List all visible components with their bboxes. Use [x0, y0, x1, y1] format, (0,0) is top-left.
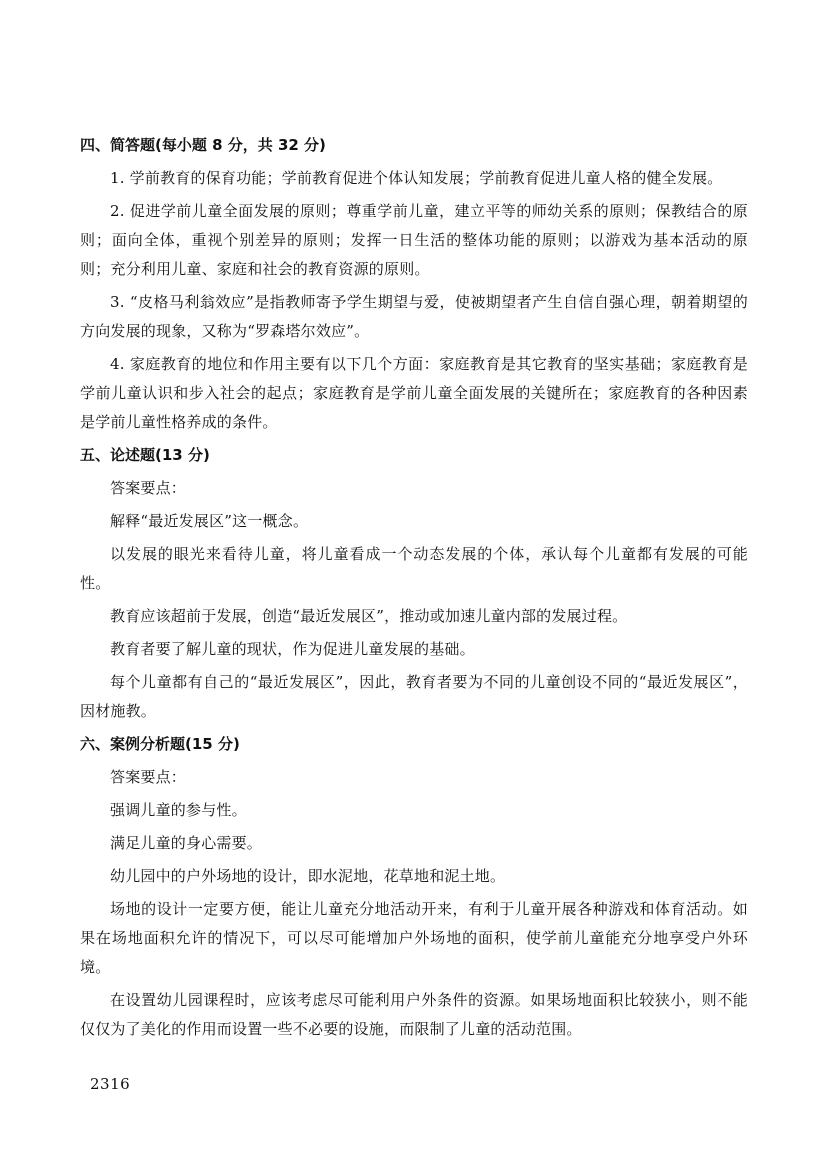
section-heading: 六、案例分析题(15 分): [80, 735, 240, 753]
paragraph: 1. 学前教育的保育功能；学前教育促进个体认知发展；学前教育促进儿童人格的健全发展。: [110, 169, 723, 187]
paragraph: 教育应该超前于发展，创造“最近发展区”，推动或加速儿童内部的发展过程。: [110, 607, 628, 625]
section-essay: [80, 441, 748, 726]
paragraph: 满足儿童的身心需要。: [110, 834, 263, 852]
paragraph: 2. 促进学前儿童全面发展的原则；尊重学前儿童，建立平等的师幼关系的原则；保教结合的原则；面向全体，重视个别差异的原则；发挥一日生活的整体功能的原则；以游戏为基本活动的原则；充分利用儿童、家庭和社会的教育资源的原则。: [80, 202, 748, 278]
section-heading: 四、简答题(每小题 8 分，共 32 分): [80, 136, 326, 154]
paragraph: 4. 家庭教育的地位和作用主要有以下几个方面：家庭教育是其它教育的坚实基础；家庭教育是学前儿童认识和步入社会的起点；家庭教育是学前儿童全面发展的关键所在；家庭教育的各种因素是学前儿童性格养成的条件。: [80, 355, 748, 431]
section-heading: 五、论述题(13 分): [80, 446, 210, 464]
paragraph: 3. “皮格马利翁效应”是指教师寄予学生期望与爱，使被期望者产生自信自强心理，朝着期望的方向发展的现象，又称为“罗森塔尔效应”。: [80, 293, 748, 340]
paragraph: 答案要点：: [110, 479, 187, 497]
section-case-analysis: [80, 730, 748, 1044]
section-short-answer: [80, 131, 748, 437]
paragraph: 在设置幼儿园课程时，应该考虑尽可能利用户外条件的资源。如果场地面积比较狭小，则不能仅仅为了美化的作用而设置一些不必要的设施，而限制了儿童的活动范围。: [80, 991, 748, 1038]
paragraph: 解释“最近发展区”这一概念。: [110, 512, 309, 530]
paragraph: 场地的设计一定要方便，能让儿童充分地活动开来，有利于儿童开展各种游戏和体育活动。如果在场地面积允许的情况下，可以尽可能增加户外场地的面积，使学前儿童能充分地享受户外环境。: [80, 900, 748, 976]
paragraph: 教育者要了解儿童的现状，作为促进儿童发展的基础。: [110, 640, 475, 658]
page-number: 2316: [90, 1075, 131, 1093]
paragraph: 强调儿童的参与性。: [110, 801, 247, 819]
paragraph: 以发展的眼光来看待儿童，将儿童看成一个动态发展的个体，承认每个儿童都有发展的可能性。: [80, 545, 748, 592]
answer-content: [80, 131, 748, 1044]
paragraph: 幼儿园中的户外场地的设计，即水泥地，花草地和泥土地。: [110, 867, 506, 885]
paragraph: 答案要点：: [110, 768, 187, 786]
paragraph: 每个儿童都有自己的“最近发展区”，因此，教育者要为不同的儿童创设不同的“最近发展区”，因材施教。: [80, 673, 748, 720]
